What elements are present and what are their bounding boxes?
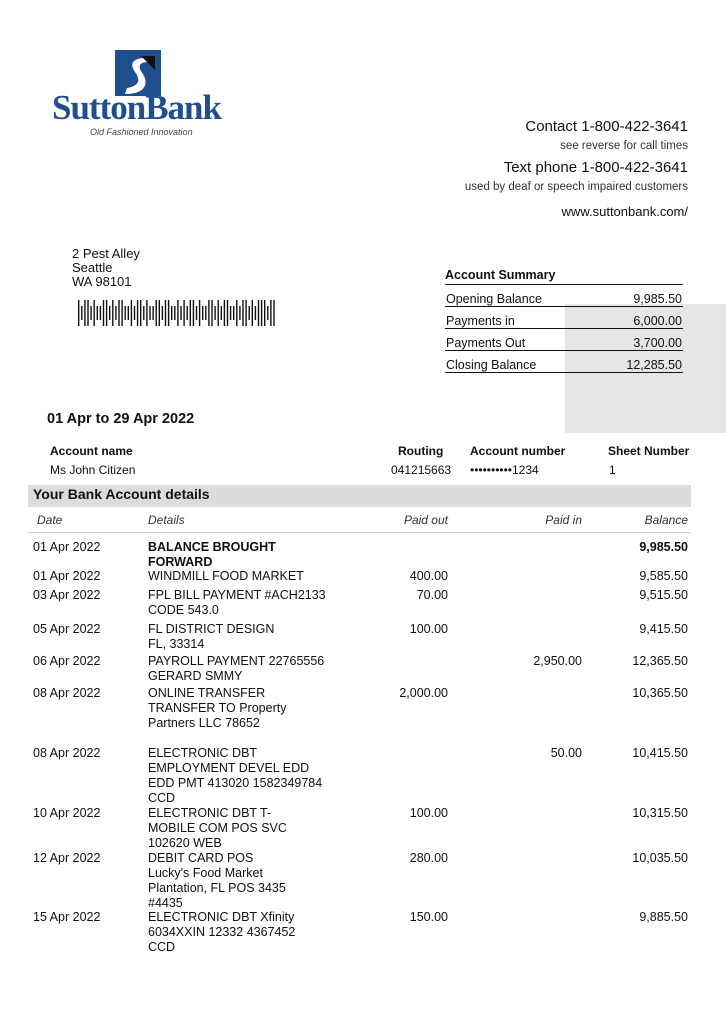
col-details: Details — [148, 513, 185, 527]
tx-date: 15 Apr 2022 — [33, 910, 101, 924]
contact-note: see reverse for call times — [560, 140, 688, 152]
routing-number: 041215663 — [391, 463, 452, 477]
account-name: Ms John Citizen — [50, 463, 136, 477]
tx-balance: 9,585.50 — [639, 569, 688, 583]
tx-date: 03 Apr 2022 — [33, 588, 101, 602]
postal-barcode — [78, 300, 278, 326]
tx-desc: ELECTRONIC DBT EMPLOYMENT DEVEL EDD EDD PMT 413020 1582349784 CCD — [148, 746, 323, 805]
tx-balance: 9,985.50 — [639, 540, 688, 554]
summary-row — [445, 329, 683, 351]
tx-paid-out: 150.00 — [409, 910, 448, 924]
bank-name: SuttonBank — [52, 88, 221, 127]
routing-header: Routing — [398, 444, 444, 458]
tx-desc: BALANCE BROUGHT FORWARD — [148, 540, 276, 569]
text-phone: Text phone 1-800-422-3641 — [503, 159, 688, 176]
account-name-header: Account name — [50, 444, 133, 458]
header-divider — [28, 532, 691, 533]
address-line-3: WA 98101 — [72, 274, 132, 289]
tx-desc: PAYROLL PAYMENT 22765556 GERARD SMMY — [148, 654, 325, 683]
address-line-2: Seattle — [72, 260, 113, 275]
tx-date: 12 Apr 2022 — [33, 851, 101, 865]
account-number-header: Account number — [470, 444, 566, 458]
tx-desc: WINDMILL FOOD MARKET — [148, 569, 304, 583]
website-link[interactable]: www.suttonbank.com/ — [561, 204, 688, 219]
summary-value: 3,700.00 — [633, 336, 682, 350]
tx-paid-in: 50.00 — [550, 746, 582, 760]
col-balance: Balance — [644, 513, 688, 527]
tx-balance: 10,365.50 — [632, 686, 688, 700]
account-number: ••••••••••1234 — [470, 463, 539, 477]
tx-balance: 10,415.50 — [632, 746, 688, 760]
account-summary — [445, 268, 683, 373]
tx-date: 01 Apr 2022 — [33, 540, 101, 554]
text-phone-note: used by deaf or speech impaired customers — [464, 181, 688, 193]
summary-value: 9,985.50 — [633, 292, 682, 306]
tx-date: 08 Apr 2022 — [33, 746, 101, 760]
address-line-1: 2 Pest Alley — [72, 246, 140, 261]
col-paid-out: Paid out — [403, 513, 448, 527]
tx-desc: ONLINE TRANSFER TRANSFER TO Property Partners LLC 78652 — [148, 686, 287, 730]
tx-balance: 9,515.50 — [639, 588, 688, 602]
tx-paid-out: 70.00 — [416, 588, 448, 602]
details-title: Your Bank Account details — [33, 486, 210, 502]
tx-date: 05 Apr 2022 — [33, 622, 101, 636]
tx-balance: 10,315.50 — [632, 806, 688, 820]
summary-title: Account Summary — [445, 268, 683, 285]
tx-balance: 10,035.50 — [632, 851, 688, 865]
tx-balance: 9,885.50 — [639, 910, 688, 924]
summary-label: Closing Balance — [446, 358, 537, 372]
tx-desc: FPL BILL PAYMENT #ACH2133 CODE 543.0 — [148, 588, 326, 617]
sheet-number-header: Sheet Number — [608, 444, 690, 458]
tx-desc: ELECTRONIC DBT T-MOBILE COM POS SVC 102620 WEB — [148, 806, 287, 850]
tx-date: 08 Apr 2022 — [33, 686, 101, 700]
summary-value: 6,000.00 — [633, 314, 682, 328]
summary-label: Payments in — [446, 314, 515, 328]
contact-phone: Contact 1-800-422-3641 — [525, 118, 688, 135]
tx-balance: 9,415.50 — [639, 622, 688, 636]
tx-paid-out: 100.00 — [409, 622, 448, 636]
summary-row — [445, 285, 683, 307]
tx-balance: 12,365.50 — [632, 654, 688, 668]
tx-desc: DEBIT CARD POS Lucky's Food Market Plantation, FL POS 3435 #4435 — [148, 851, 286, 910]
tx-paid-out: 400.00 — [409, 569, 448, 583]
tx-date: 01 Apr 2022 — [33, 569, 101, 583]
tx-desc: ELECTRONIC DBT Xfinity 6034XXIN 12332 4367452 CCD — [148, 910, 296, 954]
bank-tagline: Old Fashioned Innovation — [90, 127, 193, 137]
summary-value: 12,285.50 — [626, 358, 682, 372]
tx-date: 10 Apr 2022 — [33, 806, 101, 820]
sheet-number: 1 — [609, 463, 616, 477]
tx-date: 06 Apr 2022 — [33, 654, 101, 668]
summary-row — [445, 307, 683, 329]
statement-period: 01 Apr to 29 Apr 2022 — [47, 411, 195, 427]
tx-paid-in: 2,950.00 — [533, 654, 582, 668]
tx-paid-out: 280.00 — [409, 851, 448, 865]
tx-paid-out: 100.00 — [409, 806, 448, 820]
summary-label: Payments Out — [446, 336, 526, 350]
tx-desc: FL DISTRICT DESIGN FL, 33314 — [148, 622, 275, 651]
summary-label: Opening Balance — [446, 292, 542, 306]
tx-paid-out: 2,000.00 — [399, 686, 448, 700]
col-date: Date — [37, 513, 63, 527]
col-paid-in: Paid in — [545, 513, 582, 527]
summary-row — [445, 351, 683, 373]
